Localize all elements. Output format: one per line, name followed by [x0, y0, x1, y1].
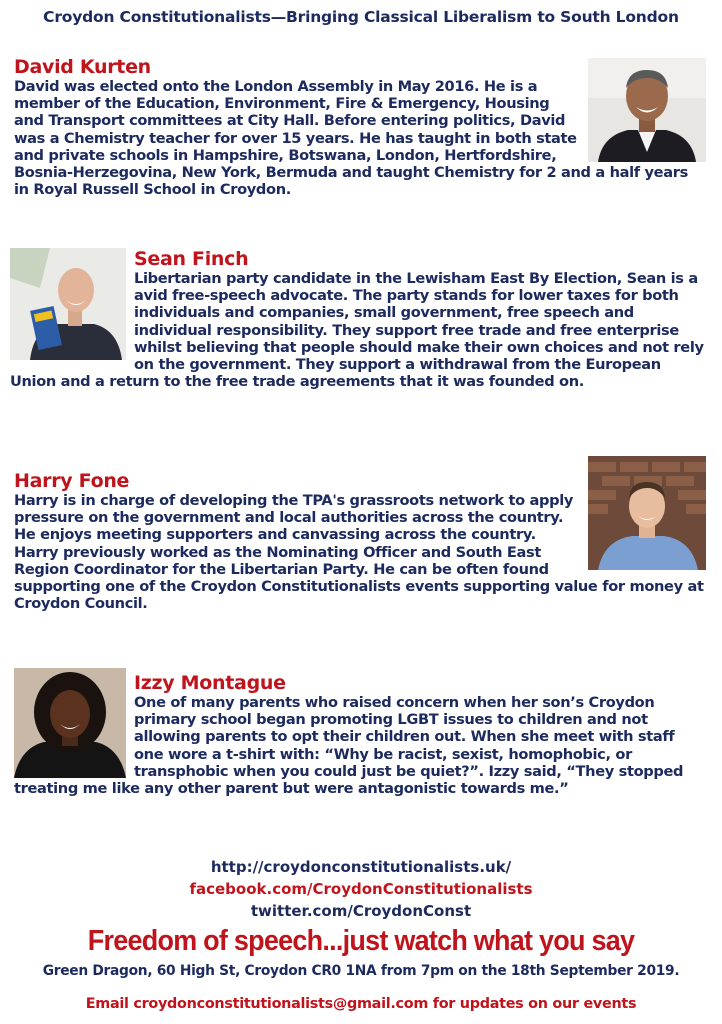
person-bio: Libertarian party candidate in the Lewisham East By Election, Sean is a avid free-speech advocate. The party stands for lower taxes for both individuals and companies, small government, free speech and individual responsibility. They support free trade and free enterprise whilst believing that people should make their own choices and not rely on the government. They support a withdrawal from the European Union and a return to the free trade agreements that it was founded on.: [10, 270, 704, 391]
person-bio: David was elected onto the London Assembly in May 2016. He is a member of the Education, Environment, Fire & Emergency, Housing and Transport committees at City Hall. Before entering politics, David was a Chemistry teacher for over 15 years. He has taught in both state and private schools in Hampshire, Botswana, London, Hertfordshire, Bosnia-Herzegovina, New York, Bermuda and taught Chemistry for 2 and a half years in Royal Russell School in Croydon.: [14, 78, 688, 199]
photo-david-kurten: [588, 58, 706, 162]
portrait-sean-finch: [10, 248, 126, 360]
person-name: Izzy Montague: [134, 672, 286, 694]
portrait-david-kurten: [588, 58, 706, 162]
person-block-harry-fone: [14, 470, 706, 612]
person-block-sean-finch: [10, 248, 706, 390]
slogan: Freedom of speech...just watch what you say: [87, 925, 635, 957]
person-name: Sean Finch: [134, 248, 249, 270]
person-block-izzy-montague: [14, 672, 706, 797]
photo-izzy-montague: [14, 668, 126, 778]
person-name: Harry Fone: [14, 470, 130, 492]
facebook-link[interactable]: facebook.com/CroydonConstitutionalists: [189, 880, 533, 898]
photo-harry-fone: [588, 456, 706, 570]
portrait-izzy-montague: [14, 668, 126, 778]
person-name: David Kurten: [14, 56, 151, 78]
twitter-link[interactable]: twitter.com/CroydonConst: [250, 902, 472, 920]
event-details: Green Dragon, 60 High St, Croydon CR0 1NA from 7pm on the 18th September 2019.: [42, 963, 680, 979]
portrait-harry-fone: [588, 456, 706, 570]
email-line[interactable]: Email croydonconstitutionalists@gmail.com for updates on our events: [85, 996, 637, 1012]
photo-sean-finch: [10, 248, 126, 360]
page-title: Croydon Constitutionalists—Bringing Classical Liberalism to South London: [43, 8, 679, 26]
website-link[interactable]: http://croydonconstitutionalists.uk/: [210, 858, 512, 876]
person-bio: Harry is in charge of developing the TPA's grassroots network to apply pressure on the government and local authorities across the country. He enjoys meeting supporters and canvassing across the country. Harry previously worked as the Nominating Officer and South East Region Coordinator for the Libertarian Party. He can be often found supporting one of the Croydon Constitutionalists events supporting value for money at Croydon Council.: [14, 492, 704, 613]
person-bio: One of many parents who raised concern when her son’s Croydon primary school began promoting LGBT issues to children and not allowing parents to opt their children out. When she meet with staff one wore a t-shirt with: “Why be racist, sexist, homophobic, or transphobic when you could just be quiet?”. Izzy said, “They stopped treating me like any other parent but were antagonistic towards me.”: [14, 694, 684, 798]
person-block-david-kurten: [14, 56, 706, 198]
